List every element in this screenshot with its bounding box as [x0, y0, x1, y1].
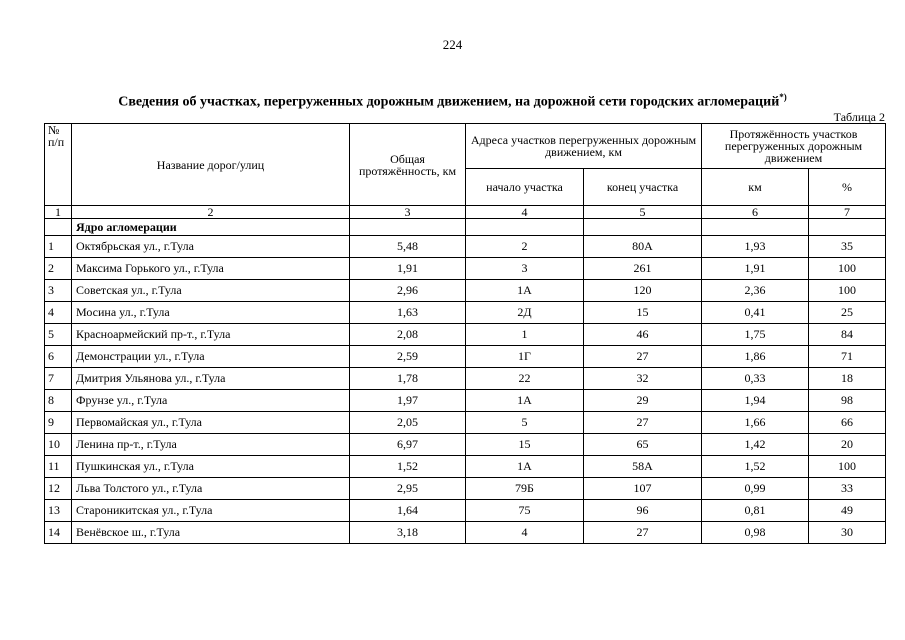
- empty-cell: [584, 219, 702, 236]
- title-footnote-mark: *): [779, 92, 787, 102]
- congested-roads-table: [44, 123, 886, 544]
- section-start: 4: [466, 522, 584, 544]
- section-end: 29: [584, 390, 702, 412]
- column-number: 4: [466, 206, 584, 219]
- road-name: Максима Горького ул., г.Тула: [72, 258, 350, 280]
- table-label: Таблица 2: [833, 110, 885, 124]
- congested-km: 1,86: [702, 346, 809, 368]
- section-end: 32: [584, 368, 702, 390]
- congested-percent: 84: [809, 324, 886, 346]
- row-number: 11: [45, 456, 72, 478]
- row-number: 14: [45, 522, 72, 544]
- total-length: 6,97: [350, 434, 466, 456]
- section-end: 15: [584, 302, 702, 324]
- road-name: Красноармейский пр-т., г.Тула: [72, 324, 350, 346]
- total-length: 2,59: [350, 346, 466, 368]
- table-row: [45, 258, 886, 280]
- congested-km: 1,94: [702, 390, 809, 412]
- row-number: 12: [45, 478, 72, 500]
- header-total: Общая протяжённость, км: [350, 124, 466, 206]
- row-number: 6: [45, 346, 72, 368]
- table-row: [45, 434, 886, 456]
- section-end: 261: [584, 258, 702, 280]
- section-end: 80А: [584, 236, 702, 258]
- header-km: км: [702, 169, 809, 206]
- congested-percent: 33: [809, 478, 886, 500]
- table-row: [45, 302, 886, 324]
- road-name: Льва Толстого ул., г.Тула: [72, 478, 350, 500]
- row-number: 10: [45, 434, 72, 456]
- congested-percent: 100: [809, 258, 886, 280]
- header-start: начало участка: [466, 169, 584, 206]
- column-number: 7: [809, 206, 886, 219]
- section-start: 1А: [466, 390, 584, 412]
- table-row: [45, 412, 886, 434]
- total-length: 1,63: [350, 302, 466, 324]
- table-row: [45, 280, 886, 302]
- congested-percent: 100: [809, 280, 886, 302]
- congested-percent: 49: [809, 500, 886, 522]
- row-number: 5: [45, 324, 72, 346]
- road-name: Староникитская ул., г.Тула: [72, 500, 350, 522]
- group-label: Ядро агломерации: [72, 219, 350, 236]
- road-name: Первомайская ул., г.Тула: [72, 412, 350, 434]
- header-row-1: [45, 124, 886, 169]
- table-row: [45, 346, 886, 368]
- congested-km: 0,98: [702, 522, 809, 544]
- group-num-cell: [45, 219, 72, 236]
- road-name: Пушкинская ул., г.Тула: [72, 456, 350, 478]
- header-name: Название дорог/улиц: [72, 124, 350, 206]
- section-end: 107: [584, 478, 702, 500]
- column-number: 5: [584, 206, 702, 219]
- section-end: 27: [584, 412, 702, 434]
- table-row: [45, 368, 886, 390]
- congested-km: 0,81: [702, 500, 809, 522]
- group-row: [45, 219, 886, 236]
- congested-km: 0,33: [702, 368, 809, 390]
- total-length: 1,97: [350, 390, 466, 412]
- section-start: 1: [466, 324, 584, 346]
- section-start: 2Д: [466, 302, 584, 324]
- total-length: 1,52: [350, 456, 466, 478]
- section-end: 46: [584, 324, 702, 346]
- section-start: 15: [466, 434, 584, 456]
- total-length: 2,95: [350, 478, 466, 500]
- road-name: Октябрьская ул., г.Тула: [72, 236, 350, 258]
- page-number: 224: [442, 37, 463, 52]
- table-row: [45, 522, 886, 544]
- section-end: 58А: [584, 456, 702, 478]
- congested-km: 1,52: [702, 456, 809, 478]
- congested-percent: 71: [809, 346, 886, 368]
- total-length: 1,64: [350, 500, 466, 522]
- congested-percent: 98: [809, 390, 886, 412]
- row-number: 13: [45, 500, 72, 522]
- table-row: [45, 478, 886, 500]
- empty-cell: [702, 219, 809, 236]
- total-length: 1,78: [350, 368, 466, 390]
- congested-percent: 25: [809, 302, 886, 324]
- row-number: 9: [45, 412, 72, 434]
- header-percent: %: [809, 169, 886, 206]
- road-name: Дмитрия Ульянова ул., г.Тула: [72, 368, 350, 390]
- total-length: 3,18: [350, 522, 466, 544]
- section-end: 120: [584, 280, 702, 302]
- row-number: 7: [45, 368, 72, 390]
- column-number: 6: [702, 206, 809, 219]
- road-name: Мосина ул., г.Тула: [72, 302, 350, 324]
- column-number: 3: [350, 206, 466, 219]
- section-start: 22: [466, 368, 584, 390]
- section-end: 65: [584, 434, 702, 456]
- total-length: 2,05: [350, 412, 466, 434]
- road-name: Ленина пр-т., г.Тула: [72, 434, 350, 456]
- empty-cell: [466, 219, 584, 236]
- section-end: 96: [584, 500, 702, 522]
- section-start: 2: [466, 236, 584, 258]
- row-number: 8: [45, 390, 72, 412]
- header-addresses: Адреса участков перегруженных дорожным движением, км: [466, 124, 702, 169]
- congested-km: 1,75: [702, 324, 809, 346]
- table-row: [45, 500, 886, 522]
- section-start: 1А: [466, 280, 584, 302]
- congested-percent: 100: [809, 456, 886, 478]
- section-end: 27: [584, 346, 702, 368]
- total-length: 1,91: [350, 258, 466, 280]
- table-row: [45, 236, 886, 258]
- header-end: конец участка: [584, 169, 702, 206]
- row-number: 3: [45, 280, 72, 302]
- congested-km: 0,99: [702, 478, 809, 500]
- road-name: Советская ул., г.Тула: [72, 280, 350, 302]
- column-numbers-row: [45, 206, 886, 219]
- total-length: 2,96: [350, 280, 466, 302]
- empty-cell: [350, 219, 466, 236]
- section-start: 3: [466, 258, 584, 280]
- section-start: 1А: [466, 456, 584, 478]
- column-number: 2: [72, 206, 350, 219]
- empty-cell: [809, 219, 886, 236]
- congested-km: 2,36: [702, 280, 809, 302]
- congested-percent: 20: [809, 434, 886, 456]
- congested-km: 0,41: [702, 302, 809, 324]
- header-length: Протяжённость участков перегруженных дорожным движением: [702, 124, 886, 169]
- section-start: 79Б: [466, 478, 584, 500]
- road-name: Фрунзе ул., г.Тула: [72, 390, 350, 412]
- table-row: [45, 456, 886, 478]
- congested-percent: 18: [809, 368, 886, 390]
- column-number: 1: [45, 206, 72, 219]
- table-row: [45, 390, 886, 412]
- congested-percent: 35: [809, 236, 886, 258]
- total-length: 5,48: [350, 236, 466, 258]
- section-start: 75: [466, 500, 584, 522]
- document-title: [0, 92, 905, 111]
- row-number: 1: [45, 236, 72, 258]
- road-name: Венёвское ш., г.Тула: [72, 522, 350, 544]
- table-row: [45, 324, 886, 346]
- row-number: 4: [45, 302, 72, 324]
- congested-km: 1,93: [702, 236, 809, 258]
- header-num: № п/п: [45, 124, 72, 206]
- section-start: 5: [466, 412, 584, 434]
- road-name: Демонстрации ул., г.Тула: [72, 346, 350, 368]
- congested-percent: 30: [809, 522, 886, 544]
- section-start: 1Г: [466, 346, 584, 368]
- congested-percent: 66: [809, 412, 886, 434]
- congested-km: 1,66: [702, 412, 809, 434]
- section-end: 27: [584, 522, 702, 544]
- title-text: Сведения об участках, перегруженных дорожным движением, на дорожной сети городских агломераций: [118, 94, 780, 110]
- congested-km: 1,42: [702, 434, 809, 456]
- congested-km: 1,91: [702, 258, 809, 280]
- row-number: 2: [45, 258, 72, 280]
- total-length: 2,08: [350, 324, 466, 346]
